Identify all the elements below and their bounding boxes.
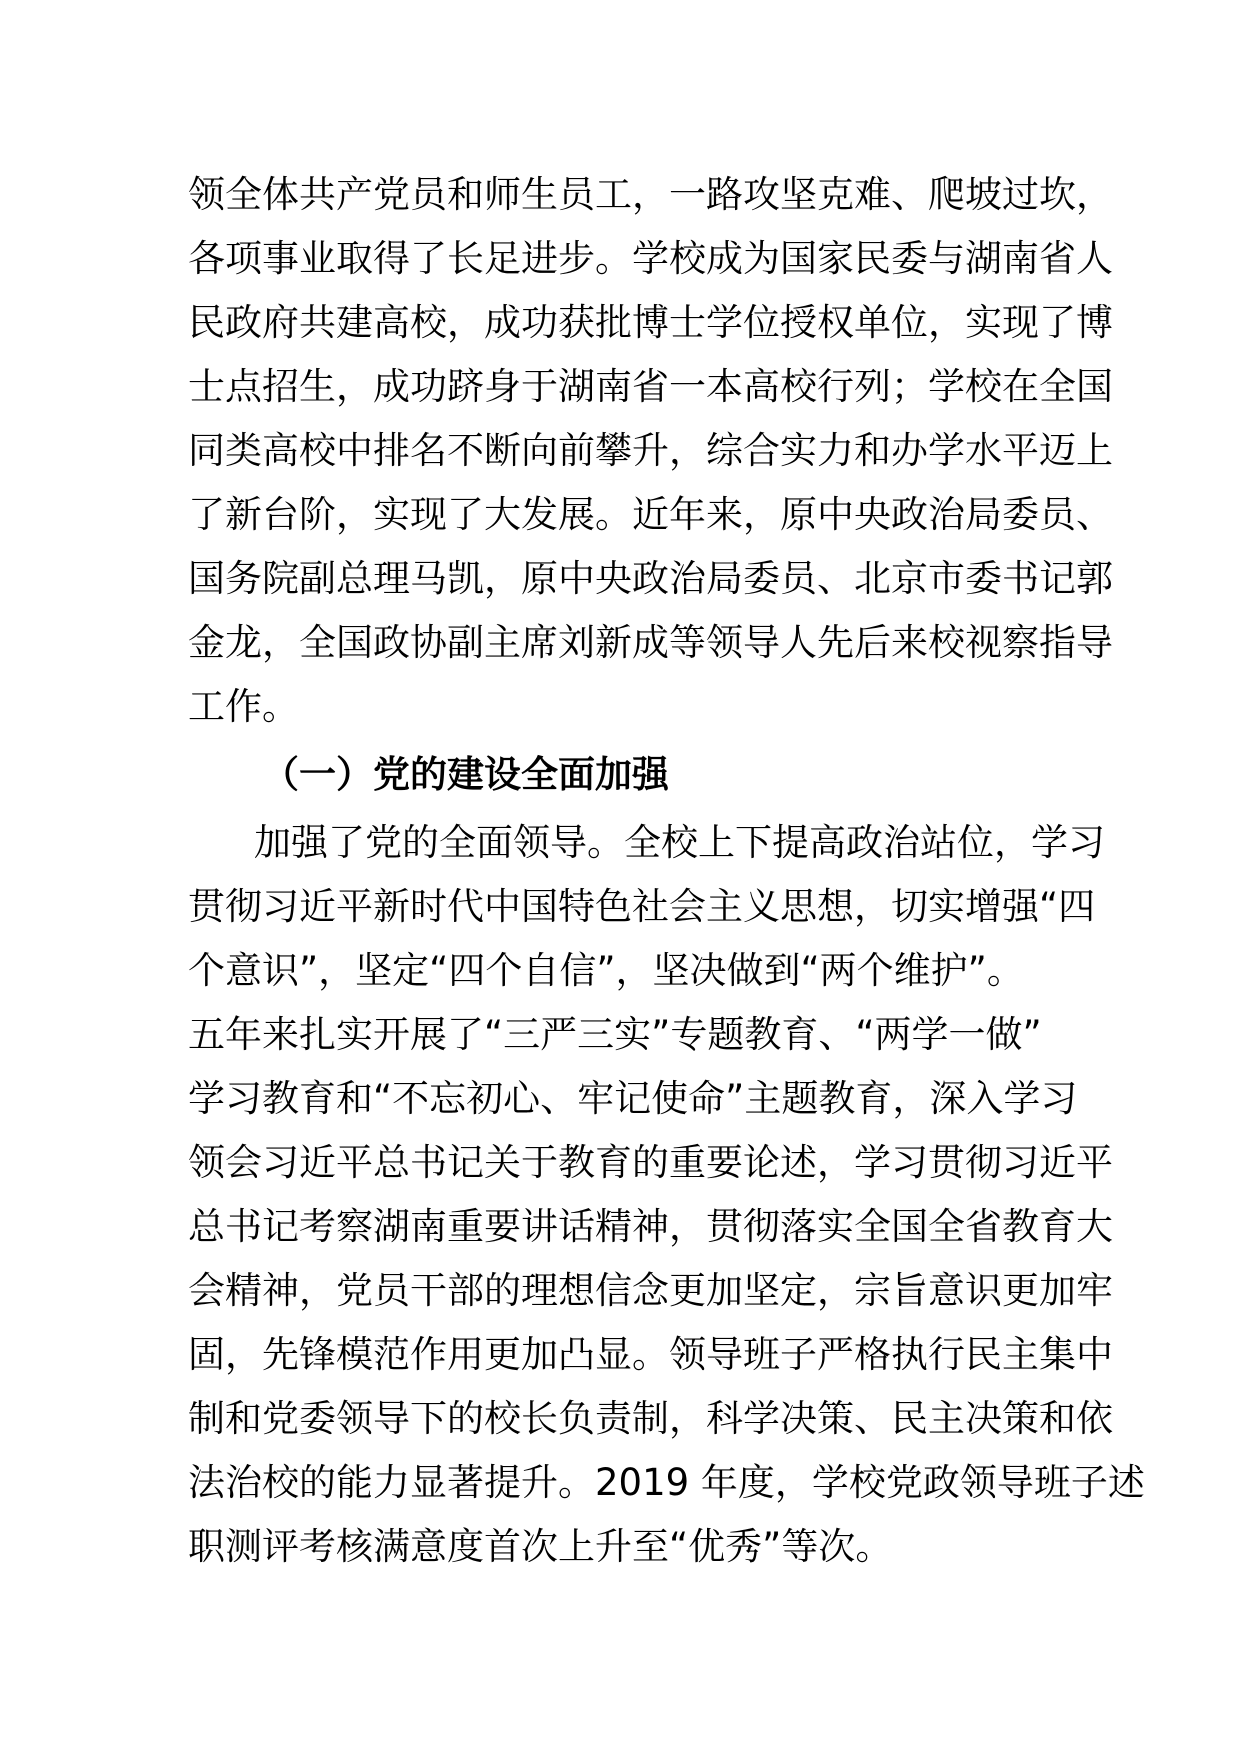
paragraph-line: 领全体共产党员和师生员工，一路攻坚克难、爬坡过坎， [188,173,1113,216]
paragraph-line: 个意识”，坚定“四个自信”，坚决做到“两个维护”。 [188,949,1024,992]
paragraph-line: 制和党委领导下的校长负责制，科学决策、民主决策和依 [188,1397,1113,1440]
paragraph-line: 五年来扎实开展了“三严三实”专题教育、“两学一做” [188,1013,1042,1056]
paragraph-line: 国务院副总理马凯，原中央政治局委员、北京市委书记郭 [188,557,1113,600]
section-heading: （一）党的建设全面加强 [262,753,669,796]
paragraph-line: 士点招生，成功跻身于湖南省一本高校行列；学校在全国 [188,365,1113,408]
paragraph-line: 领会习近平总书记关于教育的重要论述，学习贯彻习近平 [188,1141,1113,1184]
paragraph-line: 工作。 [188,685,299,728]
paragraph-line: 贯彻习近平新时代中国特色社会主义思想，切实增强“四 [188,885,1096,928]
paragraph-line: 了新台阶，实现了大发展。近年来，原中央政治局委员、 [188,493,1113,536]
paragraph-line: 固，先锋模范作用更加凸显。领导班子严格执行民主集中 [188,1333,1113,1376]
paragraph-line: 同类高校中排名不断向前攀升，综合实力和办学水平迈上 [188,429,1113,472]
paragraph-line: 职测评考核满意度首次上升至“优秀”等次。 [188,1525,893,1568]
paragraph-line: 加强了党的全面领导。全校上下提高政治站位，学习 [254,821,1105,864]
paragraph-line: 总书记考察湖南重要讲话精神，贯彻落实全国全省教育大 [188,1205,1113,1248]
paragraph-line: 会精神，党员干部的理想信念更加坚定，宗旨意识更加牢 [188,1269,1113,1312]
paragraph-line: 民政府共建高校，成功获批博士学位授权单位，实现了博 [188,301,1113,344]
paragraph-line: 法治校的能力显著提升。2019 年度，学校党政领导班子述 [188,1461,1145,1504]
paragraph-line: 各项事业取得了长足进步。学校成为国家民委与湖南省人 [188,237,1113,280]
paragraph-line: 学习教育和“不忘初心、牢记使命”主题教育，深入学习 [188,1077,1078,1120]
paragraph-line: 金龙，全国政协副主席刘新成等领导人先后来校视察指导 [188,621,1113,664]
